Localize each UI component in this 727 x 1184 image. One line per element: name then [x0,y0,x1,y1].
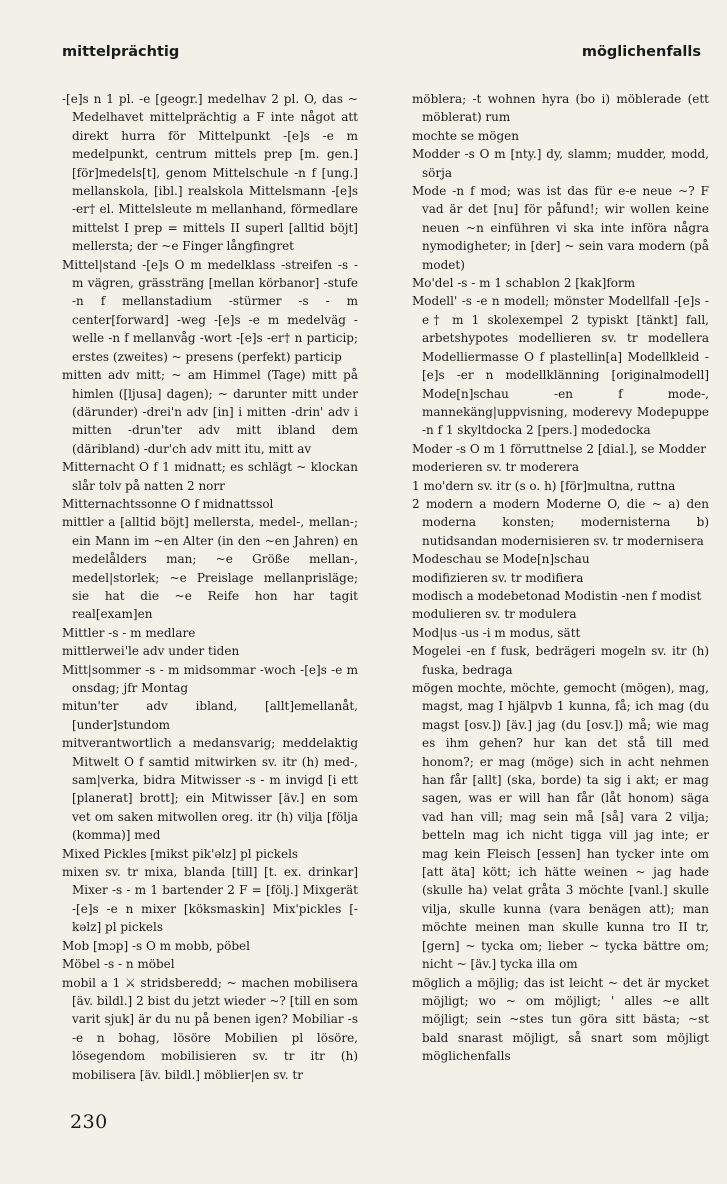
running-header [62,44,701,68]
dictionary-entry: Mob [mɔp] -s O m mobb, pöbel [62,938,250,953]
dictionary-entry: Mitternacht O f 1 midnatt; es schlägt ~ klockan slår tolv på natten 2 norr [62,460,358,493]
dictionary-entry: möglich a möjlig; das ist leicht ~ det är mycket möjligt; wo ~ om möjligt; ' alles ~e allt möjligt; sein ~stes tun göra sitt bästa; ~st bald snarast möjligt, så snart som möjligt möglichenfalls [412,975,709,1064]
dictionary-entry: mitun'ter adv ibland, [allt]emellanåt, [under]stundom [62,699,358,732]
dictionary-entry: mittler a [alltid böjt] mellersta, medel-, mellan-; ein Mann im ~en Alter (in den ~en Jahren) en medelålders man; ~e Größe mellan-, medel|storlek; ~e Preislage mellanprisläge; sie hat die ~e Reife hon har tagit real[exam]en [62,515,358,622]
dictionary-entry: Modell' -s -e n modell; mönster Modellfall -[e]s -e† m 1 skolexempel 2 typiskt [tänkt] fall, arbetshypotes modellieren sv. tr modellera Modelliermasse O f plastellin[a] Modellkleid -[e]s -er n modellklänning [originalmodell] Mode[n]schau -en f mode-, mannekäng|uppvisning, moderevy Modepuppe -n f 1 skyltdocka 2 [pers.] modedocka [412,294,709,438]
dictionary-entry: modulieren sv. tr modulera [412,607,577,622]
dictionary-entry: mobil a 1 ⚔ stridsberedd; ~ machen mobilisera [äv. bildl.] 2 bist du jetzt wieder ~? [till en som varit sjuk] är du nu på benen igen? Mobiliar -s -e n bohag, lösöre Mobilien pl lösöre, lösegendom mobilisieren sv. tr itr (h) mobilisera [äv. bildl.] möblier|en sv. tr [62,975,358,1082]
dictionary-entry: Mittler -s - m medlare [62,625,196,640]
dictionary-entry: 1 mo'dern sv. itr (s o. h) [för]multna, ruttna [412,478,676,493]
dictionary-entry: modifizieren sv. tr modifiera [412,570,584,585]
dictionary-entry: Mitt|sommer -s - m midsommar -woch -[e]s -e m onsdag; jfr Montag [62,662,358,695]
dictionary-entry: Mo'del -s - m 1 schablon 2 [kak]form [412,276,636,291]
dictionary-entry: mitverantwortlich a medansvarig; meddelaktig Mitwelt O f samtid mitwirken sv. itr (h) med-, sam|verka, bidra Mitwisser -s - m invigd [i ett [planerat] brott]; ein Mitwisser [äv.] en som vet om saken mitwollen oreg. itr (h) vilja [följa (komma)] med [62,736,358,843]
header-right-guideword: möglichenfalls [581,44,701,60]
dictionary-entry: Moder -s O m 1 förruttnelse 2 [dial.], se Modder [412,441,706,456]
dictionary-entry: mögen mochte, möchte, gemocht (mögen), mag, magst, mag I hjälpvb 1 kunna, få; ich mag (du magst [osv.]) [äv.] jag (du [osv.]) må; wie mag es ihm gehen? hur kan det stå till med honom?; er mag (möge) sich in acht nehmen han får [allt] (ska, borde) ta sig i akt; er mag sagen, was er will han får (låt honom) säga vad han vill; mag sein må [så] vara 2 vilja; betteln mag ich nicht tigga vill jag inte; er mag kein Fleisch [essen] han tycker inte om [att äta] kött; ich hätte weinen ~ jag hade (skulle ha) velat gråta 3 möchte [vanl.] skulle vilja, skulle kunna (vara benägen att); man möchte meinen man skulle kunna tro II tr, [gern] ~ tycka om; lieber ~ tycka bättre om; nicht ~ [äv.] tycka illa om [412,681,709,972]
dictionary-entry: Mitternachtssonne O f midnattssol [62,496,274,511]
dictionary-entry: mitten adv mitt; ~ am Himmel (Tage) mitt på himlen ([ljusa] dagen); ~ darunter mitt under (därunder) -drei'n adv [in] i mitten -drin' adv i mitten -drun'ter adv mitt ibland dem (däribland) -dur'ch adv mitt itu, mitt av [62,368,358,456]
header-left-guideword: mittelprächtig [62,44,180,60]
dictionary-entry: moderieren sv. tr moderera [412,460,580,475]
dictionary-entry: modisch a modebetonad Modistin -nen f modist [412,588,702,603]
dictionary-entry: Mode -n f mod; was ist das für e-e neue ~? F vad är det [nu] för påfund!; wir wollen keine neuen ~n einführen vi ska inte införa några nymodigheter; in [der] ~ sein vara modern (på modet) [412,184,709,272]
dictionary-entry: möblera; -t wohnen hyra (bo i) möblerade (ett möblerat) rum [412,92,709,125]
dictionary-entry: Modeschau se Mode[n]schau [412,552,590,567]
dictionary-entry: mochte se mögen [412,128,519,143]
dictionary-entry: 2 modern a modern Moderne O, die ~ a) den moderna konsten; modernisterna b) nutidsandan modernisieren sv. tr modernisera [412,496,709,548]
dictionary-entry: Modder -s O m [nty.] dy, slamm; mudder, modd, sörja [412,147,709,180]
dictionary-entry: -[e]s n 1 pl. -e [geogr.] medelhav 2 pl. O, das ~ Medelhavet mittelprächtig a F inte något att direkt hurra för Mittelpunkt -[e]s -e m medelpunkt, centrum mittels prep [m. gen.] [för]medels[t], genom Mittelschule -n f [ung.] mellanskola, [ibl.] realskola Mittelsmann -[e]s -er† el. Mittelsleute m mellanhand, förmedlare mittelst I prep = mittels II superl [alltid böjt] mellersta; der ~e Finger långfingret [62,92,358,254]
page-number: 230 [70,1111,108,1133]
dictionary-entry: Möbel -s - n möbel [62,957,175,972]
dictionary-entry: mixen sv. tr mixa, blanda [till] [t. ex. drinkar] Mixer -s - m 1 bartender 2 F = [följ.] Mixgerät -[e]s -e n mixer [köksmaskin] Mix'pickles [-kəlz] pl pickels [62,865,358,935]
dictionary-entry: mittlerwei'le adv under tiden [62,644,240,659]
right-column [412,90,709,1066]
left-column [62,90,358,1084]
dictionary-entry: Mixed Pickles [mikst pik'əlz] pl pickels [62,846,299,861]
dictionary-entry: Mittel|stand -[e]s O m medelklass -streifen -s - m vägren, grässträng [mellan körbanor] -stufe -n f mellanstadium -stürmer -s - m center[forward] -weg -[e]s -e m medelväg -welle -n f mellanvåg -wort -[e]s -er† n particip; erstes (zweites) ~ presens (perfekt) particip [62,257,358,364]
dictionary-entry: Mod|us -us -i m modus, sätt [412,625,581,640]
dictionary-entry: Mogelei -en f fusk, bedrägeri mogeln sv. itr (h) fuska, bedraga [412,644,709,677]
